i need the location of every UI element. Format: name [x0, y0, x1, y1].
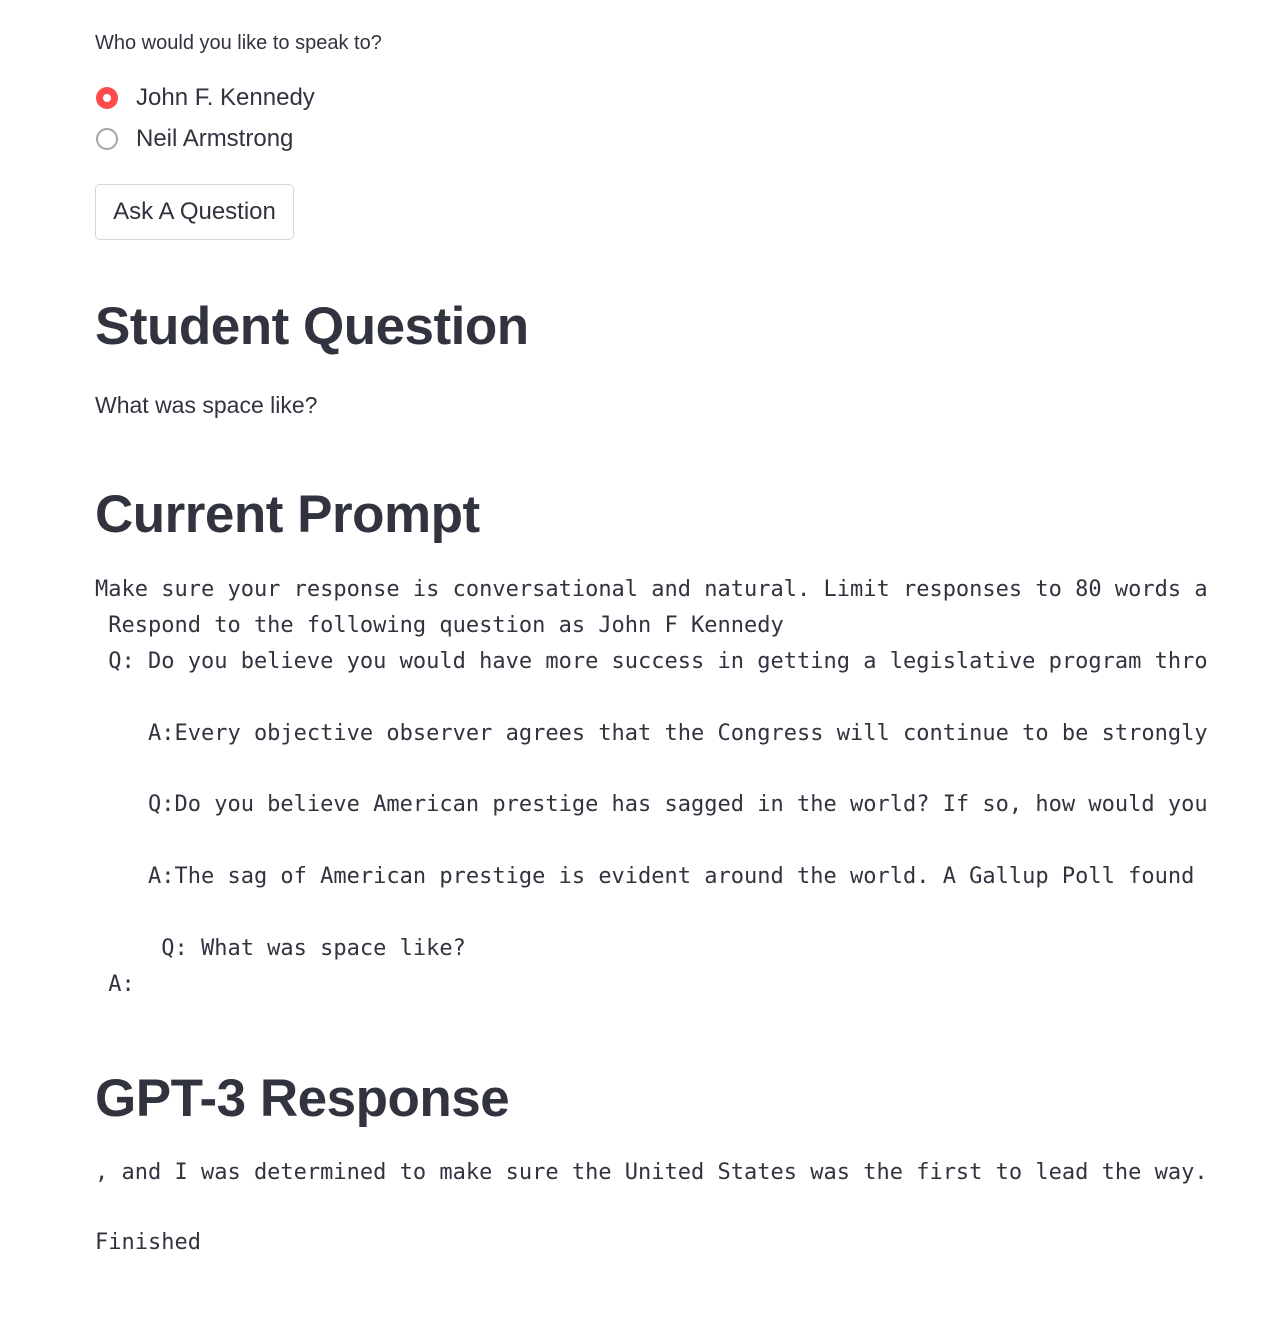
radio-option-label: Neil Armstrong	[136, 125, 294, 152]
radio-option-john-f-kennedy[interactable]	[95, 84, 315, 112]
prompt-line: A:Every objective observer agrees that the Congress will continue to be strongly	[95, 720, 1208, 746]
prompt-line	[95, 680, 1222, 716]
current-prompt-code-block	[95, 572, 1222, 1002]
ask-question-button[interactable]: Ask A Question	[95, 184, 294, 240]
prompt-line: Q: What was space like?	[95, 935, 466, 961]
prompt-line: Make sure your response is conversational and natural. Limit responses to 80 words a	[95, 577, 1208, 602]
prompt-line	[95, 823, 1222, 859]
current-prompt-heading: Current Prompt	[95, 485, 480, 544]
gpt3-response-text: , and I was determined to make sure the United States was the first to lead the way.	[95, 1160, 1208, 1185]
prompt-line	[95, 895, 1222, 931]
prompt-line: A:The sag of American prestige is evident around the world. A Gallup Poll found	[95, 864, 1195, 890]
prompt-line: A:	[95, 971, 135, 997]
radio-selected-icon[interactable]	[96, 87, 118, 109]
prompt-line: Respond to the following question as John F Kennedy	[95, 612, 784, 638]
prompt-line: Q:Do you believe American prestige has sagged in the world? If so, how would you	[95, 792, 1208, 818]
student-question-heading: Student Question	[95, 297, 529, 356]
radio-option-neil-armstrong[interactable]	[95, 125, 293, 153]
gpt3-response-heading: GPT-3 Response	[95, 1069, 510, 1128]
speaker-radio-label: Who would you like to speak to?	[95, 32, 382, 54]
radio-unselected-icon[interactable]	[96, 128, 118, 150]
prompt-line: Q: Do you believe you would have more success in getting a legislative program thro	[95, 648, 1208, 674]
student-question-text: What was space like?	[95, 392, 318, 418]
radio-option-label: John F. Kennedy	[136, 84, 315, 111]
status-text: Finished	[95, 1230, 201, 1255]
prompt-line	[95, 751, 1222, 787]
